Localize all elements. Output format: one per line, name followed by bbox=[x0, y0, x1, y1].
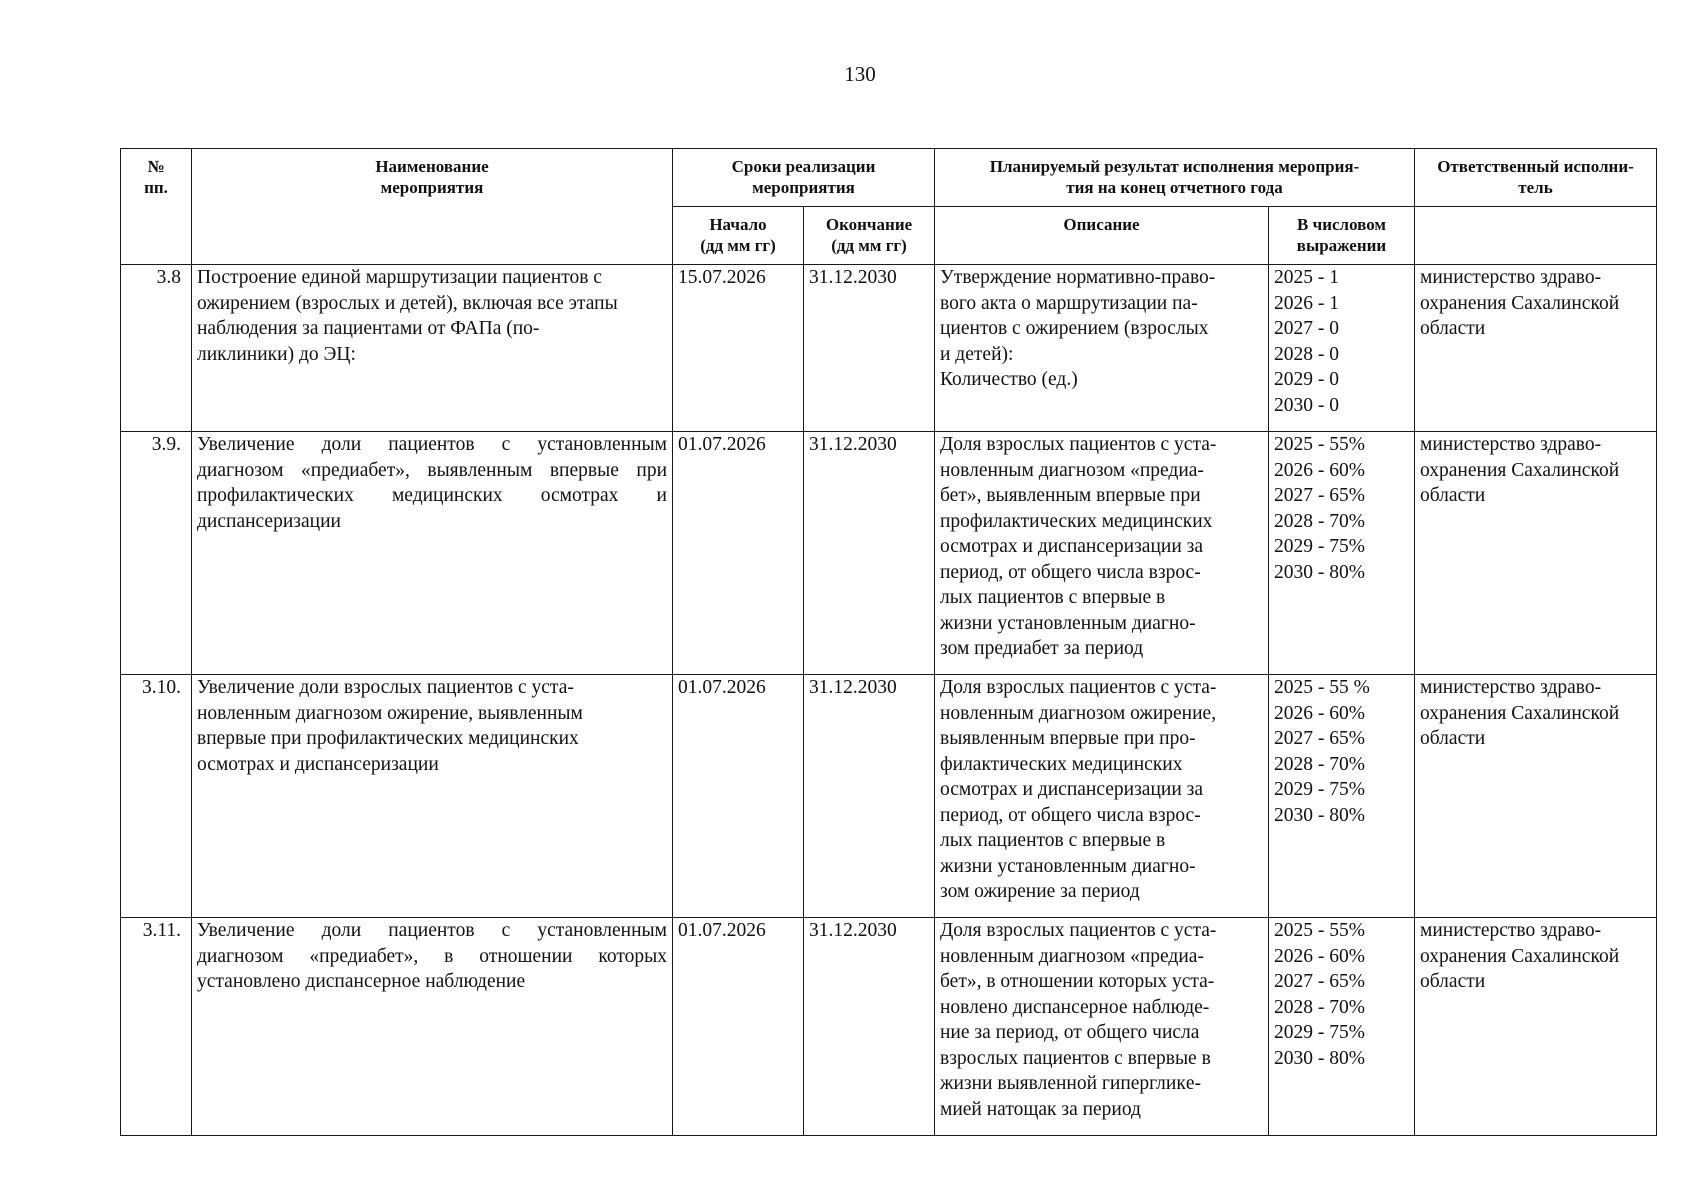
row-num: 3.11. bbox=[121, 918, 192, 1136]
row-end: 31.12.2030 bbox=[804, 432, 935, 675]
row-responsible: министерство здраво- охранения Сахалинской области bbox=[1415, 432, 1657, 675]
row-num: 3.8 bbox=[121, 265, 192, 432]
row-description: Доля взрослых пациентов с уста- новленным диагнозом «предиа- бет», выявленным впервые при профилактических медицинских осмотрах и диспансеризации за период, от общего числа взрос- лых пациентов с впервые в жизни установленным диагно- зом предиабет за период bbox=[935, 432, 1269, 675]
row-name: Увеличение доли взрослых пациентов с уста- новленным диагнозом ожирение, выявленным впервые при профилактических медицинских осмотрах и диспансеризации bbox=[192, 675, 673, 918]
table-row bbox=[121, 432, 1657, 675]
header-terms: Сроки реализации мероприятия bbox=[673, 149, 935, 207]
header-responsible-empty bbox=[1415, 207, 1657, 265]
row-responsible: министерство здраво- охранения Сахалинской области bbox=[1415, 675, 1657, 918]
row-name: Построение единой маршрутизации пациентов с ожирением (взрослых и детей), включая все этапы наблюдения за пациентами от ФАПа (по- ликлиники) до ЭЦ: bbox=[192, 265, 673, 432]
header-description: Описание bbox=[935, 207, 1269, 265]
header-row-top bbox=[121, 149, 1657, 207]
row-start: 15.07.2026 bbox=[673, 265, 804, 432]
row-description: Доля взрослых пациентов с уста- новленным диагнозом «предиа- бет», в отношении которых уста- новлено диспансерное наблюде- ние за период, от общего числа взрослых пациентов с впервые в жизни выявленной гипергликe- мией натощак за период bbox=[935, 918, 1269, 1136]
header-start: Начало (дд мм гг) bbox=[673, 207, 804, 265]
header-name: Наименование мероприятия bbox=[192, 149, 673, 265]
table-row bbox=[121, 675, 1657, 918]
page-number: 130 bbox=[844, 62, 876, 86]
row-end: 31.12.2030 bbox=[804, 265, 935, 432]
header-result: Планируемый результат исполнения мероприя- тия на конец отчетного года bbox=[935, 149, 1415, 207]
header-end: Окончание (дд мм гг) bbox=[804, 207, 935, 265]
row-values: 2025 - 55% 2026 - 60% 2027 - 65% 2028 - 70% 2029 - 75% 2030 - 80% bbox=[1269, 432, 1415, 675]
row-end: 31.12.2030 bbox=[804, 675, 935, 918]
row-num: 3.10. bbox=[121, 675, 192, 918]
header-responsible: Ответственный исполни- тель bbox=[1415, 149, 1657, 207]
row-description: Доля взрослых пациентов с уста- новленным диагнозом ожирение, выявленным впервые при про- филактических медицинских осмотрах и диспансеризации за период, от общего числа взрос- лых пациентов с впервые в жизни установленным диагно- зом ожирение за период bbox=[935, 675, 1269, 918]
row-values: 2025 - 55% 2026 - 60% 2027 - 65% 2028 - 70% 2029 - 75% 2030 - 80% bbox=[1269, 918, 1415, 1136]
row-start: 01.07.2026 bbox=[673, 675, 804, 918]
activities-table bbox=[120, 148, 1657, 1136]
table-row bbox=[121, 265, 1657, 432]
row-num: 3.9. bbox=[121, 432, 192, 675]
row-responsible: министерство здраво- охранения Сахалинской области bbox=[1415, 265, 1657, 432]
row-responsible: министерство здраво- охранения Сахалинской области bbox=[1415, 918, 1657, 1136]
row-name: Увеличение доли пациентов с установленным диагнозом «предиабет», в отношении которых установлено диспансерное наблюдение bbox=[192, 918, 673, 1136]
header-num: № пп. bbox=[121, 149, 192, 265]
table-row bbox=[121, 918, 1657, 1136]
row-end: 31.12.2030 bbox=[804, 918, 935, 1136]
row-values: 2025 - 1 2026 - 1 2027 - 0 2028 - 0 2029 - 0 2030 - 0 bbox=[1269, 265, 1415, 432]
header-numeric: В числовом выражении bbox=[1269, 207, 1415, 265]
row-start: 01.07.2026 bbox=[673, 918, 804, 1136]
row-name: Увеличение доли пациентов с установленным диагнозом «предиабет», выявленным впервые при профилактических медицинских осмотрах и диспансеризации bbox=[192, 432, 673, 675]
row-description: Утверждение нормативно-право- вого акта о маршрутизации па- циентов с ожирением (взрослых и детей): Количество (ед.) bbox=[935, 265, 1269, 432]
row-start: 01.07.2026 bbox=[673, 432, 804, 675]
row-values: 2025 - 55 % 2026 - 60% 2027 - 65% 2028 - 70% 2029 - 75% 2030 - 80% bbox=[1269, 675, 1415, 918]
